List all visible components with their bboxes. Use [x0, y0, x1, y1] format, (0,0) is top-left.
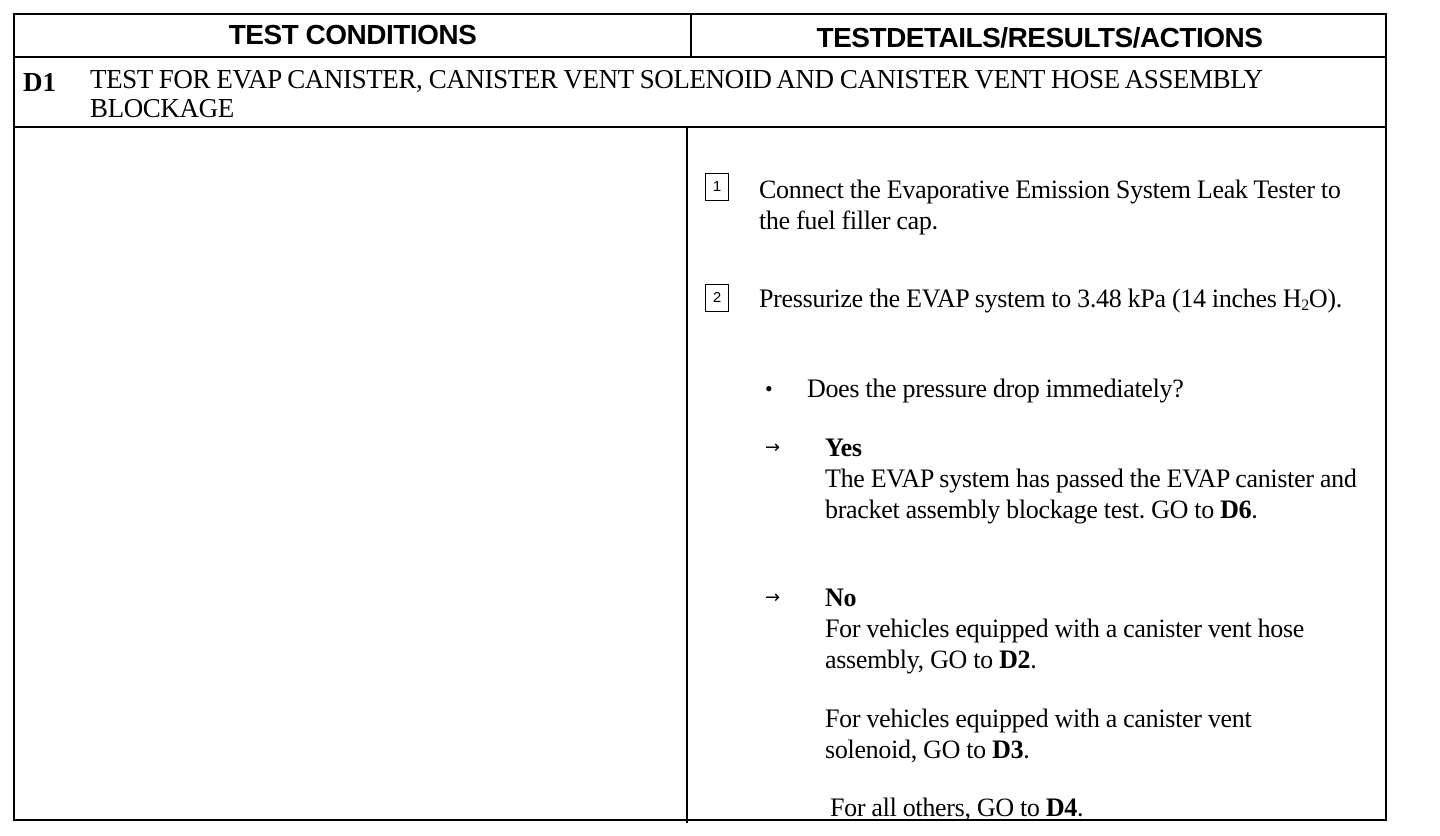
arrow-right-icon: → [765, 587, 781, 608]
step-number-box: 2 [705, 284, 729, 312]
goto-d4: D4 [1045, 793, 1078, 822]
arrow-right-icon: → [765, 437, 781, 458]
yes-label: Yes [825, 433, 862, 462]
section-id: D1 [23, 67, 56, 97]
yes-result-text: The EVAP system has passed the EVAP canister and bracket assembly blockage test. GO to D6. [825, 464, 1357, 524]
no-result-hose: For vehicles equipped with a canister vent hose assembly, GO to D2. [825, 614, 1305, 674]
body-column-divider [686, 128, 688, 823]
test-details-column [690, 130, 1380, 820]
section-divider [15, 126, 1385, 128]
step-1-text: Connect the Evaporative Emission System Leak Tester to the fuel filler cap. [759, 175, 1341, 235]
step-number-box: 1 [705, 173, 729, 201]
goto-d2: D2 [999, 645, 1031, 674]
bullet-icon: • [765, 376, 773, 401]
goto-d3: D3 [992, 735, 1024, 764]
section-title: TEST FOR EVAP CANISTER, CANISTER VENT SOLENOID AND CANISTER VENT HOSE ASSEMBLY BLOCKAGE [90, 64, 1262, 123]
header-test-details: TESTDETAILS/RESULTS/ACTIONS [816, 22, 1263, 53]
question-text: Does the pressure drop immediately? [807, 374, 1184, 403]
no-result-solenoid: For vehicles equipped with a canister vent solenoid, GO to D3. [825, 704, 1252, 764]
no-result-others: For all others, GO to D4. [830, 793, 1084, 822]
header-test-conditions: TEST CONDITIONS [228, 19, 477, 50]
step-2-text: Pressurize the EVAP system to 3.48 kPa (14 inches $H_2O$). [759, 284, 1342, 314]
procedure-table [13, 13, 1387, 821]
no-label: No [825, 583, 857, 612]
goto-d6: D6 [1220, 495, 1252, 524]
